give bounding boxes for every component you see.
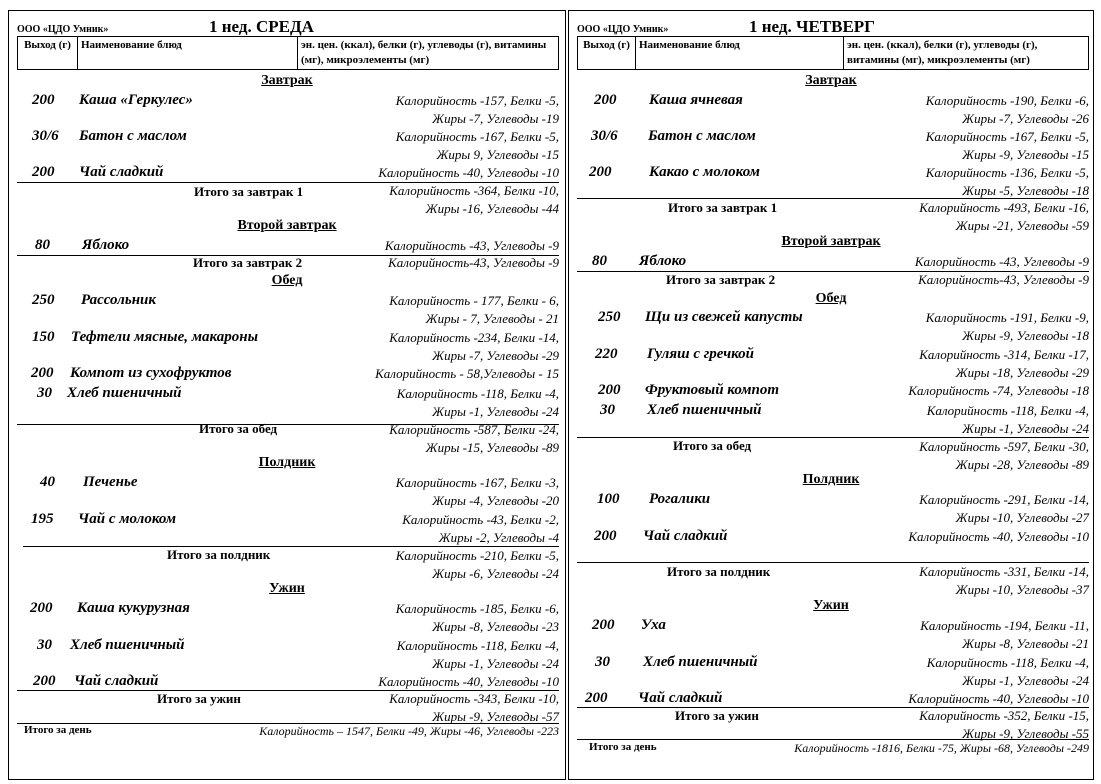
item-nutrition: Калорийность -43, Углеводы -9	[384, 238, 559, 253]
day-total-label: Итого за день	[24, 724, 92, 736]
item-name: Чай сладкий	[74, 673, 159, 689]
header-yield: Выход (г)	[578, 37, 636, 69]
item-nutrition: Калорийность -43, Углеводы -9	[914, 254, 1089, 269]
section-title-dinner: Ужин	[813, 598, 849, 613]
section-title-second-breakfast: Второй завтрак	[781, 234, 881, 249]
total-label: Итого за завтрак 1	[668, 200, 778, 215]
item-name: Хлеб пшеничный	[70, 637, 185, 653]
org-name: ООО «ЦДО Умник»	[577, 24, 669, 35]
page-title: 1 нед. ЧЕТВЕРГ	[749, 17, 949, 37]
section-title-second-breakfast: Второй завтрак	[237, 218, 337, 233]
section-title-snack: Полдник	[258, 455, 316, 470]
total-label: Итого за ужин	[675, 708, 759, 723]
total-label: Итого за завтрак 1	[194, 184, 304, 199]
item-qty: 150	[32, 329, 55, 345]
item-name: Каша ячневая	[649, 92, 743, 108]
item-nutrition: Калорийность -74, Углеводы -18	[908, 383, 1089, 398]
total-label: Итого за завтрак 2	[666, 272, 776, 287]
item-qty: 30	[600, 402, 615, 418]
item-nutrition: Калорийность -314, Белки -17, Жиры -18, Углеводы -29	[919, 347, 1089, 380]
item-name: Какао с молоком	[649, 164, 760, 180]
item-name: Гуляш с гречкой	[647, 346, 754, 362]
total-nutrition: Калорийность -597, Белки -30, Жиры -28, Углеводы -89	[919, 439, 1089, 472]
column-header	[577, 36, 1089, 70]
item-name: Каша «Геркулес»	[79, 92, 193, 108]
header-dish-name: Наименование блюд	[636, 37, 844, 69]
item-nutrition: Калорийность -167, Белки -3, Жиры -4, Углеводы -20	[395, 475, 559, 508]
item-nutrition: Калорийность -167, Белки -5, Жиры 9, Углеводы -15	[395, 129, 559, 162]
item-name: Каша кукурузная	[77, 600, 190, 616]
total-nutrition: Калорийность -210, Белки -5, Жиры -6, Углеводы -24	[395, 548, 559, 581]
section-title-dinner: Ужин	[269, 581, 305, 596]
item-qty: 250	[32, 292, 55, 308]
item-qty: 200	[32, 164, 55, 180]
item-nutrition: Калорийность -118, Белки -4, Жиры -1, Углеводы -24	[926, 403, 1089, 436]
day-total-nutrition: Калорийность -1816, Белки -75, Жиры -68, Углеводы -249	[794, 741, 1089, 755]
signature-line	[879, 22, 949, 37]
item-name: Щи из свежей капусты	[645, 309, 803, 325]
total-nutrition: Калорийность -587, Белки -24, Жиры -15, Углеводы -89	[389, 422, 559, 455]
item-name: Яблоко	[639, 253, 687, 269]
item-nutrition: Калорийность -291, Белки -14, Жиры -10, Углеводы -27	[919, 492, 1089, 525]
item-nutrition: Калорийность - 58,Углеводы - 15	[375, 366, 559, 381]
page-wednesday	[8, 10, 566, 780]
item-name: Хлеб пшеничный	[643, 654, 758, 670]
item-nutrition: Калорийность -190, Белки -6, Жиры -7, Углеводы -26	[925, 93, 1089, 126]
item-nutrition: Калорийность -185, Белки -6, Жиры -8, Углеводы -23	[395, 601, 559, 634]
section-title-breakfast: Завтрак	[805, 73, 857, 88]
total-label: Итого за обед	[199, 421, 278, 436]
header-yield: Выход (г)	[18, 37, 78, 69]
item-name: Рогалики	[649, 491, 711, 507]
item-name: Батон с маслом	[79, 128, 187, 144]
item-qty: 200	[594, 92, 617, 108]
item-nutrition: Калорийность -118, Белки -4, Жиры -1, Углеводы -24	[396, 638, 559, 671]
item-nutrition: Калорийность -40, Углеводы -10	[378, 674, 559, 689]
item-name: Чай сладкий	[638, 690, 723, 706]
item-name: Компот из сухофруктов	[70, 365, 232, 381]
item-name: Рассольник	[81, 292, 156, 308]
item-qty: 200	[31, 365, 54, 381]
total-label: Итого за завтрак 2	[193, 255, 303, 270]
item-qty: 30/6	[591, 128, 618, 144]
item-name: Чай сладкий	[79, 164, 164, 180]
item-qty: 200	[589, 164, 612, 180]
item-qty: 200	[594, 528, 617, 544]
item-qty: 200	[32, 92, 55, 108]
page-title: 1 нед. СРЕДА	[209, 17, 388, 37]
item-name: Яблоко	[82, 237, 130, 253]
item-qty: 30	[37, 385, 52, 401]
total-nutrition: Калорийность-43, Углеводы -9	[918, 272, 1089, 287]
day-total-nutrition: Калорийность – 1547, Белки -49, Жиры -46, Углеводы -223	[259, 724, 559, 738]
item-qty: 200	[30, 600, 53, 616]
total-nutrition: Калорийность -331, Белки -14, Жиры -10, Углеводы -37	[919, 564, 1089, 597]
page-thursday	[568, 10, 1094, 780]
item-qty: 250	[598, 309, 621, 325]
item-qty: 80	[592, 253, 607, 269]
item-nutrition: Калорийность - 177, Белки - 6, Жиры - 7, Углеводы - 21	[389, 293, 559, 326]
item-name: Чай с молоком	[78, 511, 177, 527]
item-qty: 200	[598, 382, 621, 398]
item-nutrition: Калорийность -40, Углеводы -10	[908, 529, 1089, 544]
item-nutrition: Калорийность -118, Белки -4, Жиры -1, Углеводы -24	[396, 386, 559, 419]
item-name: Батон с маслом	[648, 128, 756, 144]
item-nutrition: Калорийность -40, Углеводы -10	[908, 691, 1089, 706]
item-nutrition: Калорийность -191, Белки -9, Жиры -9, Углеводы -18	[925, 310, 1089, 343]
header-dish-name: Наименование блюд	[78, 37, 298, 69]
item-name: Уха	[641, 617, 666, 633]
header-nutrition: эн. цен. (ккал), белки (г), углеводы (г), витамины (мг), микроэлементы (мг)	[301, 39, 547, 66]
total-nutrition: Калорийность -364, Белки -10, Жиры -16, Углеводы -44	[389, 183, 559, 216]
day-total-label: Итого за день	[589, 741, 657, 753]
header-nutrition: эн. цен. (ккал), белки (г), углеводы (г), витамины (мг), микроэлементы (мг)	[847, 39, 1038, 66]
total-nutrition: Калорийность -343, Белки -10, Жиры -9, Углеводы -57	[389, 691, 559, 724]
item-qty: 200	[33, 673, 56, 689]
item-qty: 30	[595, 654, 610, 670]
item-nutrition: Калорийность -167, Белки -5, Жиры -9, Углеводы -15	[925, 129, 1089, 162]
item-nutrition: Калорийность -194, Белки -11, Жиры -8, Углеводы -21	[920, 618, 1089, 651]
item-qty: 40	[40, 474, 55, 490]
org-name: ООО «ЦДО Умник»	[17, 24, 109, 35]
item-nutrition: Калорийность -157, Белки -5, Жиры -7, Углеводы -19	[395, 93, 559, 126]
section-title-lunch: Обед	[815, 291, 847, 306]
item-qty: 200	[592, 617, 615, 633]
total-label: Итого за полдник	[667, 564, 771, 579]
item-nutrition: Калорийность -234, Белки -14, Жиры -7, Углеводы -29	[389, 330, 559, 363]
item-qty: 220	[595, 346, 618, 362]
item-name: Хлеб пшеничный	[67, 385, 182, 401]
total-label: Итого за полдник	[167, 547, 271, 562]
section-title-lunch: Обед	[271, 273, 303, 288]
item-qty: 100	[597, 491, 620, 507]
total-nutrition: Калорийность-43, Углеводы -9	[388, 255, 559, 270]
item-name: Печенье	[83, 474, 138, 490]
item-qty: 30	[37, 637, 52, 653]
item-nutrition: Калорийность -136, Белки -5, Жиры -5, Углеводы -18	[925, 165, 1089, 198]
item-name: Хлеб пшеничный	[647, 402, 762, 418]
total-nutrition: Калорийность -352, Белки -15, Жиры -9, Углеводы -55	[919, 708, 1089, 741]
item-nutrition: Калорийность -40, Углеводы -10	[378, 165, 559, 180]
item-name: Тефтели мясные, макароны	[71, 329, 258, 345]
item-nutrition: Калорийность -118, Белки -4, Жиры -1, Углеводы -24	[926, 655, 1089, 688]
item-name: Чай сладкий	[643, 528, 728, 544]
total-nutrition: Калорийность -493, Белки -16, Жиры -21, Углеводы -59	[919, 200, 1089, 233]
section-title-breakfast: Завтрак	[261, 73, 313, 88]
item-qty: 30/6	[32, 128, 59, 144]
item-qty: 80	[35, 237, 50, 253]
item-qty: 195	[31, 511, 54, 527]
signature-line	[318, 22, 388, 37]
section-title-snack: Полдник	[802, 472, 860, 487]
item-qty: 200	[585, 690, 608, 706]
item-nutrition: Калорийность -43, Белки -2, Жиры -2, Углеводы -4	[402, 512, 559, 545]
item-name: Фруктовый компот	[645, 382, 780, 398]
total-label: Итого за ужин	[157, 691, 241, 706]
column-header	[17, 36, 559, 70]
total-label: Итого за обед	[673, 438, 752, 453]
